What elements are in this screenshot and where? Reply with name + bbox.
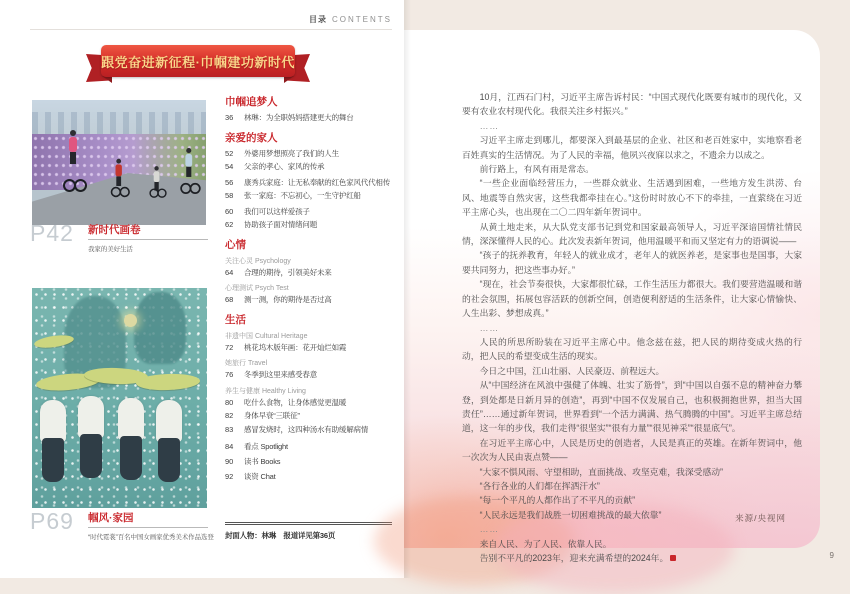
toc-section-title: 亲爱的家人: [225, 131, 278, 144]
article-paragraph: 告别不平凡的2023年，迎来充满希望的2024年。: [462, 551, 802, 565]
toc-entry-page-number: 83: [225, 424, 234, 434]
toc-entry: [225, 162, 395, 173]
toc-entry-title: 桃花坞木版年画：花开灿烂如霞: [244, 342, 347, 352]
article-paragraph: “大家不惧风雨、守望相助，直面挑战、攻坚克难，我深受感动”: [479, 466, 723, 477]
toc-entry: [225, 207, 395, 218]
skirt-graphic: [158, 438, 180, 482]
toc-entry-page-number: 56: [225, 177, 234, 187]
feature-subtitle: 我家的美好生活: [88, 246, 133, 253]
toc-section-title: 心情: [225, 238, 246, 251]
toc-entry-page-number: 82: [225, 411, 234, 420]
toc-entry-title: 看点 Spotlight: [244, 442, 288, 451]
toc-entry-page-number: 60: [225, 206, 234, 216]
toc-block: [225, 149, 395, 173]
ribbon-band: [101, 45, 295, 77]
contents-header: [309, 14, 392, 25]
toc-entry-title: 感冒发烧时，这四种汤水有助缓解病情: [244, 424, 369, 434]
toc-category-label: 她旅行 Travel: [225, 360, 268, 367]
toc-entry: [225, 295, 395, 306]
article-paragraph: 从黄土地走来，从大队党支部书记到党和国家最高领导人，习近平深谙国情社情民情，深深懂得人民的心。此次发表新年贺词，他用温暖平和而又坚定有力的语调说——: [462, 221, 802, 247]
article-paragraph: “各行各业的人们都在挥洒汗水”: [479, 480, 600, 491]
toc-section: [225, 314, 395, 436]
toc-block: [225, 207, 395, 231]
toc-entry: [225, 178, 395, 189]
contents-header-en: CONTENTS: [332, 15, 392, 24]
toc-entry-page-number: 58: [225, 191, 234, 200]
toc-entry-page-number: 68: [225, 295, 234, 304]
cyclist-adult-figure: [183, 148, 192, 194]
cover-note: [225, 522, 392, 541]
toc-entry-page-number: 62: [225, 220, 234, 229]
article-paragraph: 来自人民、为了人民、依靠人民。: [479, 538, 612, 549]
woman-figure-graphic: [156, 400, 182, 442]
toc-entry-page-number: 52: [225, 148, 234, 158]
feature-page-number: P42: [30, 220, 74, 246]
article-paragraph: 人民的所思所盼装在习近平主席心中。他念兹在兹，把人民的期待变成火热的行动，把人民的希望变成生活的现实。: [462, 336, 802, 362]
woman-figure-graphic: [40, 400, 66, 442]
article-ellipsis: ……: [479, 524, 500, 535]
feature-photo-painting: [32, 288, 207, 508]
toc-entry-title: 读书 Books: [244, 457, 281, 466]
toc-entry-page-number: 76: [225, 370, 234, 379]
article-page: [404, 30, 820, 563]
toc-block: [225, 256, 395, 279]
feature-rule: [88, 239, 208, 240]
article-paragraph: 在习近平主席心中，人民是历史的创造者，人民是真正的英雄。在新年贺词中，他一次次为人民由衷点赞——: [462, 437, 802, 463]
feature-caption-p42: [30, 221, 210, 253]
toc-entry-title: 冬季到这里来感受春意: [244, 370, 317, 379]
toc-entry-title: 身体早衰“三联征”: [244, 411, 300, 420]
toc-entry-title: 张一家庭：不忘初心，一生守护红船: [244, 191, 361, 200]
feature-photo-cycling: [32, 100, 206, 225]
cyclist-adult-figure: [66, 130, 77, 192]
toc-entry-title: 外婆用梦想照亮了我们的人生: [244, 148, 339, 158]
toc-entry: [225, 370, 395, 381]
toc-entry: [225, 425, 395, 436]
cover-note-text: 封面人物：林琳 报道详见第36页: [225, 531, 336, 540]
toc-entry: [225, 113, 395, 124]
article-end-mark-icon: [670, 555, 676, 561]
toc-block: [225, 283, 395, 306]
feature-caption-p69: [30, 508, 214, 541]
contents-page: [0, 0, 404, 578]
feature-subtitle: “时代霓裳”百名中国女画家优秀美术作品选登: [88, 534, 214, 541]
toc-block: [225, 358, 395, 381]
cyclist-child-figure: [113, 159, 122, 197]
feature-title: 帼风·家园: [88, 512, 134, 524]
article-paragraph: “一些企业面临经营压力，一些群众就业、生活遇到困难，一些地方发生洪涝、台风、地震等自然灾害，这些我都牵挂在心。”这份时时放心不下的牵挂，一直萦绕在习近平主席心头，也出现在二〇二四年新年贺词中。: [462, 178, 802, 218]
toc-category-label: 心理测试 Psych Test: [225, 285, 289, 292]
toc-block: [225, 113, 395, 124]
toc-entry: [225, 398, 395, 409]
toc-category-label: 关注心灵 Psychology: [225, 257, 291, 265]
toc-entry-title: 父亲的孝心、家风的传承: [244, 162, 325, 171]
toc-category-label: 非遗中国 Cultural Heritage: [225, 332, 308, 340]
article-paragraph: “现在，社会节奏很快，大家都很忙碌，工作生活压力都很大。我们要营造温暖和谐的社会氛围，拓展包容活跃的创新空间，创造便利舒适的生活条件，让大家心情愉快、人生出彩、梦想成真。”: [462, 279, 802, 319]
toc-entry-page-number: 80: [225, 397, 234, 407]
toc-entry: [225, 472, 395, 483]
toc-entry-page-number: 36: [225, 113, 234, 122]
header-rule: [30, 29, 392, 30]
skirt-graphic: [42, 438, 64, 482]
toc-entry-title: 协助孩子面对情绪问题: [244, 220, 317, 229]
toc-entry-title: 吃什么食物，让身体感觉更温暖: [244, 397, 347, 407]
toc-block: [225, 386, 395, 436]
toc-entry-page-number: 72: [225, 342, 234, 352]
skirt-graphic: [80, 434, 102, 478]
toc-entry-page-number: 90: [225, 457, 234, 466]
article-paragraph: “每一个平凡的人都作出了不平凡的贡献”: [479, 495, 636, 506]
toc-entry: [225, 411, 395, 422]
feature-rule: [88, 527, 208, 528]
toc-entry: [225, 268, 395, 279]
toc-entry: [225, 442, 395, 453]
ribbon-text: 跟党奋进新征程·巾帼建功新时代: [101, 54, 295, 70]
theme-ribbon-banner: [86, 38, 310, 86]
source-credit: 来源/央视网: [735, 513, 786, 523]
article-paragraph: “人民永远是我们战胜一切困难挑战的最大依靠”: [479, 509, 662, 520]
toc-section: [225, 442, 395, 483]
woman-figure-graphic: [78, 396, 104, 438]
toc-entry-title: 康秀兵家庭：让无私奉献的红色家风代代相传: [244, 177, 390, 187]
article-ellipsis: ……: [479, 322, 500, 333]
toc-section-title: 生活: [225, 313, 246, 326]
toc-entry-page-number: 54: [225, 162, 234, 171]
toc-entry-page-number: 92: [225, 472, 234, 481]
moon-graphic: [124, 314, 137, 327]
article-paragraph: 10月，江西石门村，习近平主席告诉村民：“中国式现代化既要有城市的现代化，又要有农业农村现代化。我很关注乡村振兴。”: [462, 92, 802, 117]
toc-section: [225, 239, 395, 306]
cyclist-child-figure: [152, 166, 160, 198]
toc-section-title: 巾帼追梦人: [225, 96, 278, 108]
feature-title: 新时代画卷: [88, 224, 141, 236]
article-paragraph: 从“中国经济在风浪中强健了体魄、壮实了筋骨”，到“中国以自强不息的精神奋力攀登，到处都是日新月异的创造”，再到“中国不仅发展自己，也积极拥抱世界，担当大国责任”……通过新年贺词，世界看到“一个活力满满、热气腾腾的中国”。习近平主席总结道，这一年的步伐，我们走得“很坚实”“很有力量”“很见神采”“很显底气”。: [462, 380, 802, 434]
toc-entry-title: 测一测，你的期待是否过高: [244, 295, 332, 304]
toc-block: [225, 178, 395, 202]
toc-entry: [225, 343, 395, 354]
page-number: 9: [829, 551, 834, 560]
toc-entry-title: 合理的期待，引领美好未来: [244, 267, 332, 277]
toc-section: [225, 132, 395, 231]
article-ellipsis: ……: [479, 120, 500, 131]
toc-block: [225, 331, 395, 354]
toc-entry-title: 我们可以这样爱孩子: [244, 206, 310, 216]
article-paragraph: 今日之中国，江山壮丽、人民豪迈、前程远大。: [479, 365, 665, 376]
toc-entry: [225, 457, 395, 468]
toc-section: [225, 96, 395, 124]
toc-entry: [225, 220, 395, 231]
toc-entry-page-number: 64: [225, 267, 234, 277]
toc-entry-title: 谈资 Chat: [244, 472, 276, 481]
article-body: [462, 90, 802, 565]
contents-header-cn: 目录: [309, 15, 327, 24]
toc-entry-title: 林琳：为全职妈妈搭建更大的舞台: [244, 113, 354, 122]
toc-list: [225, 96, 395, 488]
skirt-graphic: [120, 436, 142, 480]
article-paragraph: 前行路上，有风有雨是常态。: [479, 164, 594, 175]
toc-block: [225, 442, 395, 483]
woman-figure-graphic: [118, 398, 144, 440]
cover-note-rule: [225, 522, 392, 525]
toc-entry-page-number: 84: [225, 442, 234, 451]
article-paragraph: “孩子的抚养教育，年轻人的就业成才，老年人的就医养老，是家事也是国事，大家要共同努力，把这些事办好。”: [462, 250, 802, 275]
article-paragraph: 习近平主席走到哪儿，都要深入到最基层的企业、社区和老百姓家中，实地察看老百姓真实的生活情况。为了人民的幸福，他夙兴夜寐以求之，不遗余力以成之。: [462, 135, 802, 160]
feature-page-number: P69: [30, 508, 74, 534]
toc-category-label: 养生与健康 Healthy Living: [225, 387, 306, 395]
mountain-graphic: [134, 292, 186, 364]
toc-entry: [225, 149, 395, 160]
toc-entry: [225, 191, 395, 202]
